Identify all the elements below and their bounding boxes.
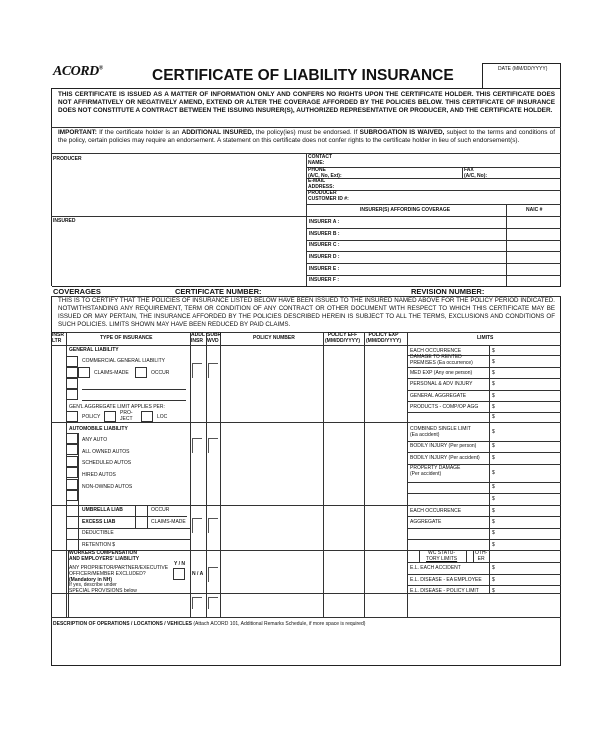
wc-excluded-checkbox[interactable] <box>173 568 185 580</box>
wc-amount-1[interactable]: $ <box>492 565 495 571</box>
gl-blank-checkbox-3[interactable] <box>66 389 78 400</box>
policy-eff-header: POLICY EFF (MM/DD/YYYY) <box>325 332 360 344</box>
gl-blank-checkbox-1[interactable] <box>66 367 78 378</box>
wc-amount-2[interactable]: $ <box>492 577 495 583</box>
auto-amount-3[interactable]: $ <box>492 455 495 461</box>
gl-limit-med-exp: MED EXP (Any one person) <box>410 370 473 376</box>
gl-limit-personal-adv: PERSONAL & ADV INJURY <box>410 381 473 387</box>
gl-limit-general-aggregate: GENERAL AGGREGATE <box>410 393 467 399</box>
umbrella-amount-1[interactable]: $ <box>492 508 495 514</box>
occur-checkbox[interactable] <box>135 367 147 378</box>
scheduled-autos-label: SCHEDULED AUTOS <box>82 460 132 466</box>
all-owned-autos-checkbox[interactable] <box>66 444 78 455</box>
auto-title: AUTOMOBILE LIABILITY <box>69 426 128 432</box>
auto-amount-4[interactable]: $ <box>492 470 495 476</box>
umbrella-claims-made-label: CLAIMS-MADE <box>151 519 186 525</box>
insurer-b: INSURER B : <box>309 231 340 237</box>
limits-header: LIMITS <box>477 335 494 341</box>
logo-mark: ® <box>98 65 103 72</box>
certificate-number-label: CERTIFICATE NUMBER: <box>175 287 262 296</box>
insurer-e: INSURER E : <box>309 266 340 272</box>
email-label: E-MAIL ADDRESS: <box>308 178 335 190</box>
policy-number-header: POLICY NUMBER <box>253 335 295 341</box>
excess-liab-label: EXCESS LIAB <box>82 519 116 525</box>
retention-label: RETENTION $ <box>82 542 116 548</box>
auto-subr-wvd-checkbox[interactable] <box>208 438 218 453</box>
date-label: DATE (MM/DD/YYYY) <box>498 66 548 72</box>
umbrella-addl-insr-checkbox[interactable] <box>192 518 202 533</box>
auto-limit-combined: COMBINED SINGLE LIMIT (Ea accident) <box>410 426 471 438</box>
insurer-c: INSURER C : <box>309 242 340 248</box>
gl-amount-7[interactable]: $ <box>492 414 495 420</box>
non-owned-autos-label: NON-OWNED AUTOS <box>82 484 133 490</box>
notice-text: THIS CERTIFICATE IS ISSUED AS A MATTER OF INFORMATION ONLY AND CONFERS NO RIGHTS UPON THE CERTIFICATE HOLDER. THIS CERTIFICATE DOES NOT AFFIRMATIVELY OR NEGATIVELY AMEND, EXTEND OR ALTER THE COVERAGE AFFORDED BY THE POLICIES BELOW. THIS CERTIFICATE OF INSURANCE DOES NOT CONSTITUTE A CONTRACT BETWEEN THE ISSUING INSURER(S), AUTHORIZED REPRESENTATIVE OR PRODUCER, AND THE CERTIFICATE HOLDER. <box>58 91 555 114</box>
umbrella-liab-label: UMBRELLA LIAB <box>82 507 123 513</box>
auto-amount-5[interactable]: $ <box>492 484 495 490</box>
hired-autos-checkbox[interactable] <box>66 467 78 478</box>
gl-blank-checkbox-2[interactable] <box>66 378 78 389</box>
gl-subr-wvd-checkbox[interactable] <box>208 363 218 378</box>
wc-amount-3[interactable]: $ <box>492 588 495 594</box>
non-owned-autos-checkbox[interactable] <box>66 479 78 490</box>
certify-text: THIS IS TO CERTIFY THAT THE POLICIES OF INSURANCE LISTED BELOW HAVE BEEN ISSUED TO THE INSURED NAMED ABOVE FOR THE POLICY PERIOD INDICATED. NOTWITHSTANDING ANY REQUIREMENT, TERM OR CONDITION OF ANY CONTRACT OR OTHER DOCUMENT WITH RESPECT TO WHICH THIS CERTIFICATE MAY BE ISSUED OR MAY PERTAIN, THE INSURANCE AFFORDED BY THE POLICIES DESCRIBED HEREIN IS SUBJECT TO ALL THE TERMS, EXCLUSIONS AND CONDITIONS OF SUCH POLICIES. LIMITS SHOWN MAY HAVE BEEN REDUCED BY PAID CLAIMS. <box>58 297 555 328</box>
wc-other: OTH- ER <box>475 550 488 562</box>
wc-describe-note: If yes, describe under SPECIAL PROVISIONS below <box>69 582 137 594</box>
claims-made-checkbox[interactable] <box>78 367 90 378</box>
project-checkbox[interactable] <box>104 411 116 422</box>
gl-addl-insr-checkbox[interactable] <box>192 363 202 378</box>
wc-limit-policy-limit: E.L. DISEASE - POLICY LIMIT <box>410 588 479 594</box>
wc-statutory-limits: WC STATU- TORY LIMITS <box>426 550 458 562</box>
producer-label: PRODUCER <box>53 156 82 162</box>
auto-limit-bi-accident: BODILY INJURY (Per accident) <box>410 455 480 461</box>
umbrella-amount-3[interactable]: $ <box>492 530 495 536</box>
gl-amount-5[interactable]: $ <box>492 393 495 399</box>
subr-header: SUBR WVD <box>207 332 222 344</box>
date-field[interactable] <box>482 63 561 89</box>
logo-text: ACORD <box>53 64 99 79</box>
addl-header: ADDL INSR <box>191 332 205 344</box>
acord-logo <box>53 64 103 80</box>
all-owned-autos-label: ALL OWNED AUTOS <box>82 449 130 455</box>
page-title: CERTIFICATE OF LIABILITY INSURANCE <box>152 67 454 84</box>
any-auto-label: ANY AUTO <box>82 437 108 443</box>
hired-autos-label: HIRED AUTOS <box>82 472 116 478</box>
insurer-d: INSURER D : <box>309 254 340 260</box>
umbrella-limit-aggregate: AGGREGATE <box>410 519 442 525</box>
insurer-a: INSURER A : <box>309 219 340 225</box>
wc-question: ANY PROPRIETOR/PARTNER/EXECUTIVE OFFICER/MEMBER EXCLUDED? <box>69 565 169 577</box>
umbrella-limit-each-occurrence: EACH OCCURRENCE <box>410 508 462 514</box>
naic-header: NAIC # <box>526 207 543 213</box>
description-field[interactable] <box>52 630 560 665</box>
revision-number-label: REVISION NUMBER: <box>411 287 485 296</box>
gl-amount-4[interactable]: $ <box>492 381 495 387</box>
other-subr-wvd-checkbox[interactable] <box>208 597 218 609</box>
important-text: IMPORTANT: If the certificate holder is an ADDITIONAL INSURED, the policy(ies) must be endorsed. If SUBROGATION IS WAIVED, subject to the terms and conditions of the policy, certain policies may require an endorsement. A statement on this certificate does not confer rights to the certificate holder in lieu of such endorsement(s). <box>58 129 556 144</box>
gl-limit-each-occurrence: EACH OCCURRENCE <box>410 348 462 354</box>
type-header: TYPE OF INSURANCE <box>100 335 153 341</box>
auto-amount-6[interactable]: $ <box>492 496 495 502</box>
insurer-f: INSURER F : <box>309 277 339 283</box>
aggregate-applies-label: GEN'L AGGREGATE LIMIT APPLIES PER: <box>69 404 165 410</box>
auto-addl-insr-checkbox[interactable] <box>192 438 202 453</box>
policy-label: POLICY <box>82 414 101 420</box>
insurers-header: INSURER(S) AFFORDING COVERAGE <box>360 207 451 213</box>
gl-amount-1[interactable]: $ <box>492 348 495 354</box>
commercial-gl-checkbox[interactable] <box>66 356 78 367</box>
loc-label: LOC <box>157 414 168 420</box>
wc-limit-each-accident: E.L. EACH ACCIDENT <box>410 565 461 571</box>
gl-title: GENERAL LIABILITY <box>69 347 119 353</box>
gl-limit-damage-rented: DAMAGE TO RENTED PREMISES (Ea occurrence) <box>410 354 473 366</box>
gl-amount-6[interactable]: $ <box>492 404 495 410</box>
scheduled-autos-checkbox[interactable] <box>66 456 78 467</box>
occur-label: OCCUR <box>151 370 170 376</box>
auto-amount-1[interactable]: $ <box>492 429 495 435</box>
wc-yn-label: Y / N <box>174 561 186 567</box>
any-auto-checkbox[interactable] <box>66 433 78 444</box>
claims-made-label: CLAIMS-MADE <box>94 370 129 376</box>
coverages-label: COVERAGES <box>53 287 101 296</box>
umbrella-amount-4[interactable]: $ <box>492 542 495 548</box>
project-label: PRO- JECT <box>120 410 133 422</box>
insured-label: INSURED <box>53 218 76 224</box>
auto-limit-bi-person: BODILY INJURY (Per person) <box>410 443 477 449</box>
phone-label: PHONE (A/C, No, Ext): <box>308 167 342 179</box>
policy-exp-header: POLICY EXP (MM/DD/YYYY) <box>366 332 401 344</box>
fax-label: FAX (A/C, No): <box>464 167 488 179</box>
wc-na-label: N / A <box>192 571 204 577</box>
wc-title: WORKERS COMPENSATION AND EMPLOYERS' LIABILITY <box>69 550 140 562</box>
auto-amount-2[interactable]: $ <box>492 443 495 449</box>
loc-checkbox[interactable] <box>141 411 153 422</box>
gl-amount-2[interactable]: $ <box>492 359 495 365</box>
insr-ltr-header: INSR LTR <box>52 332 64 344</box>
policy-checkbox[interactable] <box>66 411 78 422</box>
wc-limit-ea-employee: E.L. DISEASE - EA EMPLOYEE <box>410 577 482 583</box>
gl-amount-3[interactable]: $ <box>492 370 495 376</box>
commercial-gl-label: COMMERCIAL GENERAL LIABILITY <box>82 358 165 364</box>
umbrella-occur-label: OCCUR <box>151 507 170 513</box>
customer-id-label: PRODUCER CUSTOMER ID #: <box>308 190 349 202</box>
wc-subr-wvd-checkbox[interactable] <box>208 567 218 582</box>
gl-limit-products: PRODUCTS - COMP/OP AGG <box>410 404 479 410</box>
umbrella-amount-2[interactable]: $ <box>492 519 495 525</box>
umbrella-subr-wvd-checkbox[interactable] <box>208 518 218 533</box>
wc-mandatory-nh: (Mandatory in NH) <box>69 577 113 583</box>
deductible-label: DEDUCTIBLE <box>82 530 114 536</box>
other-addl-insr-checkbox[interactable] <box>192 597 202 609</box>
contact-name-label: CONTACT NAME: <box>308 154 333 166</box>
auto-limit-property: PROPERTY DAMAGE (Per accident) <box>410 465 461 477</box>
description-label: DESCRIPTION OF OPERATIONS / LOCATIONS / VEHICLES (Attach ACORD 101, Additional Remarks Schedule, if more space is required) <box>53 621 366 627</box>
auto-blank-checkbox[interactable] <box>66 490 78 501</box>
